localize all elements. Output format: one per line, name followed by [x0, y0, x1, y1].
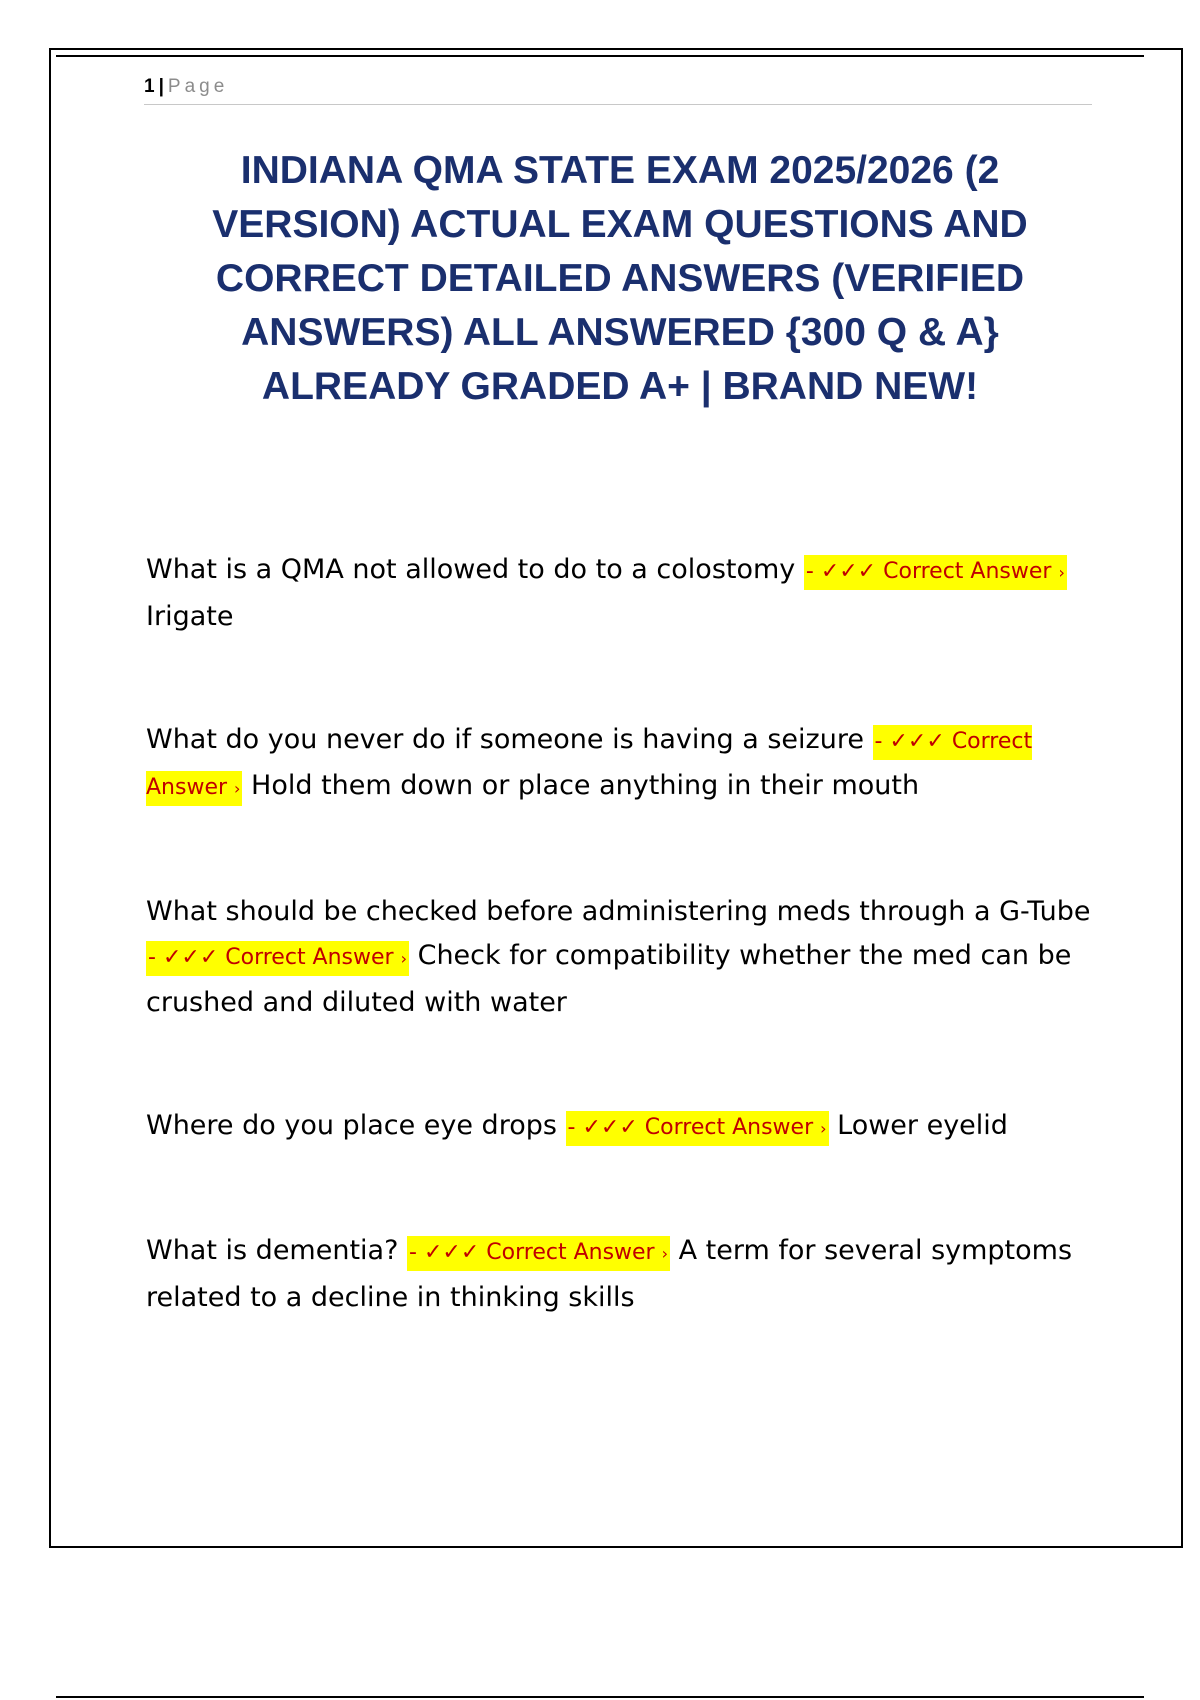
page-header — [144, 74, 1092, 105]
qa-item — [146, 890, 1094, 1025]
marker-dash: - — [148, 945, 156, 970]
answer-text: A term for several symptoms related to a decline in thinking skills — [146, 1235, 1073, 1313]
marker-dash: - — [409, 1240, 417, 1265]
page-number: 1 — [144, 76, 155, 97]
qa-item — [146, 1229, 1094, 1320]
check-icon: ✓✓✓ — [423, 1240, 480, 1265]
page-label: Page — [167, 76, 229, 97]
qa-list — [146, 548, 1094, 1320]
check-icon: ✓✓✓ — [889, 729, 945, 754]
marker-dash: - — [874, 729, 883, 754]
marker-label: Correct Answer — [486, 1240, 655, 1265]
top-rule — [56, 55, 1144, 57]
marker-label: Correct Answer — [225, 945, 394, 970]
correct-answer-marker — [407, 1236, 670, 1271]
marker-label: Correct Answer — [146, 729, 1033, 800]
correct-answer-marker — [566, 1111, 829, 1146]
question-text: Where do you place eye drops — [146, 1110, 557, 1141]
question-text: What is dementia? — [146, 1235, 399, 1266]
check-icon: ✓✓✓ — [582, 1115, 638, 1140]
marker-dash: - — [805, 559, 814, 584]
marker-label: Correct Answer — [644, 1115, 814, 1140]
chevron-right-icon: › — [820, 1119, 827, 1138]
page-separator: | — [158, 76, 164, 97]
answer-text: Irigate — [146, 601, 234, 632]
check-icon: ✓✓✓ — [162, 945, 219, 970]
chevron-right-icon: › — [234, 779, 241, 798]
question-text: What is a QMA not allowed to do to a colostomy — [146, 554, 796, 585]
document-title: INDIANA QMA STATE EXAM 2025/2026 (2 VERSION) ACTUAL EXAM QUESTIONS AND CORRECT DETAILED ANSWERS (VERIFIED ANSWERS) ALL ANSWERED {300 Q & A} ALREADY GRADED A+ | BRAND NEW! — [212, 149, 1028, 408]
qa-item — [146, 548, 1094, 639]
check-icon: ✓✓✓ — [820, 559, 877, 584]
answer-text: Lower eyelid — [837, 1110, 1008, 1141]
qa-item — [146, 718, 1094, 811]
chevron-right-icon: › — [1058, 563, 1065, 582]
correct-answer-marker — [146, 941, 409, 976]
marker-dash: - — [567, 1115, 576, 1140]
qa-item — [146, 1104, 1094, 1151]
chevron-right-icon: › — [400, 949, 407, 968]
chevron-right-icon: › — [661, 1244, 669, 1263]
bottom-rule — [56, 1696, 1144, 1698]
answer-text: Check for compatibility whether the med can be crushed and diluted with water — [146, 940, 1072, 1018]
question-text: What should be checked before administering meds through a G-Tube — [146, 896, 1091, 927]
marker-label: Correct Answer — [883, 559, 1052, 584]
answer-text: Hold them down or place anything in their mouth — [251, 770, 920, 801]
question-text: What do you never do if someone is having a seizure — [146, 724, 864, 755]
correct-answer-marker — [804, 555, 1067, 590]
